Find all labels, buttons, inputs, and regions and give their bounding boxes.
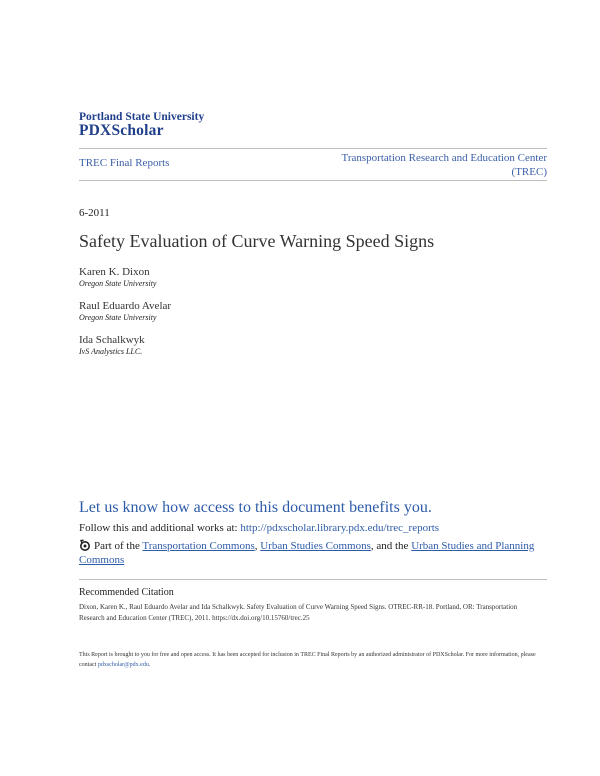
author-name: Raul Eduardo Avelar <box>79 300 172 312</box>
footer-text: This Report is brought to you for free and open access. It has been accepted for inclusion in TREC Final Reports by an authorized administrator of PDXScholar. For more information, please contact <box>79 652 536 668</box>
author-name: Karen K. Dixon <box>79 266 150 278</box>
document-title: Safety Evaluation of Curve Warning Speed Signs <box>79 231 435 251</box>
footer-notice <box>79 650 541 670</box>
repository-name[interactable]: PDXScholar <box>79 122 164 139</box>
part-of-line <box>79 539 539 567</box>
university-name: Portland State University <box>79 111 205 123</box>
and-the-text: , and the <box>370 540 412 552</box>
author-block <box>79 266 156 288</box>
citation-text: Dixon, Karen K., Raul Eduardo Avelar and Ida Schalkwyk. Safety Evaluation of Curve Warning Speed Signs. OTREC-RR-18. Portland, OR: Transportation Research and Education Center (TREC), 2011. https://dx.doi.org/10.15760/trec.25 <box>79 603 518 622</box>
separator: , <box>254 540 261 552</box>
urban-studies-planning-commons-link[interactable]: Urban Studies and Planning Commons <box>79 540 535 566</box>
citation-rule <box>79 579 547 580</box>
author-name: Ida Schalkwyk <box>79 334 145 346</box>
series-link[interactable]: TREC Final Reports <box>79 157 170 169</box>
follow-url-link[interactable]: http://pdxscholar.library.pdx.edu/trec_reports <box>240 522 440 534</box>
author-affiliation: IvS Analystics LLC. <box>79 347 143 356</box>
author-block <box>79 334 145 356</box>
access-feedback-link[interactable]: Let us know how access to this document benefits you. <box>79 499 432 516</box>
header-rule-bottom <box>79 180 547 181</box>
author-affiliation: Oregon State University <box>79 313 157 322</box>
part-of-text: Part of the <box>94 540 143 552</box>
open-access-icon <box>79 539 91 551</box>
author-block <box>79 300 171 322</box>
header-rule-top <box>79 148 547 149</box>
follow-line <box>79 522 439 534</box>
transportation-commons-link[interactable]: Transportation Commons <box>142 540 255 552</box>
center-line1: Transportation Research and Education Center <box>341 152 547 164</box>
citation-heading: Recommended Citation <box>79 587 174 598</box>
urban-studies-commons-link[interactable]: Urban Studies Commons <box>260 540 371 552</box>
footer-end: . <box>148 662 151 668</box>
author-affiliation: Oregon State University <box>79 279 157 288</box>
center-line2: (TREC) <box>511 166 547 178</box>
publication-date: 6-2011 <box>79 207 110 219</box>
follow-text: Follow this and additional works at: <box>79 522 241 534</box>
contact-email-link[interactable]: pdxscholar@pdx.edu <box>97 662 149 668</box>
center-link[interactable] <box>287 151 547 179</box>
